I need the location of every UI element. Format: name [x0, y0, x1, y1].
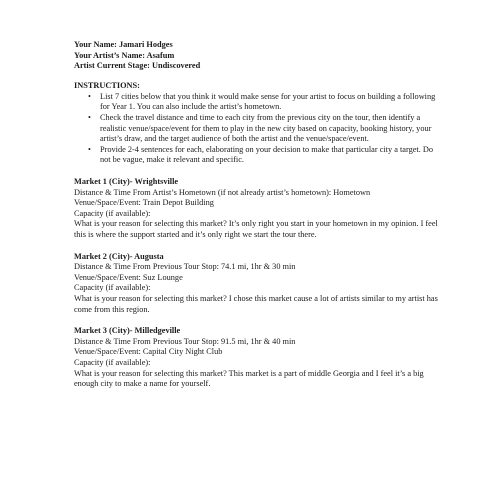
market-reason: What is your reason for selecting this market? I chose this market cause a lot of artists similar to my artist has come from this region. — [74, 293, 438, 314]
market-venue: Venue/Space/Event: Suz Lounge — [74, 272, 183, 282]
market-capacity: Capacity (if available): — [74, 208, 151, 218]
header-block — [74, 40, 443, 72]
instruction-item: • Check the travel distance and time to each city from the previous city on the tour, then identify a realistic venue/space/event for them to play in the new city based on capacity, booking history, your artist’s draw, and the target audience of both the artist and the venue/space/event. — [100, 113, 443, 145]
market-1 — [74, 177, 443, 241]
artist-name: Your Artist’s Name: Asafum — [74, 50, 175, 60]
market-venue: Venue/Space/Event: Capital City Night Club — [74, 347, 223, 357]
your-name: Your Name: Jamari Hodges — [74, 40, 173, 49]
market-distance: Distance & Time From Previous Tour Stop: 91.5 mi, 1hr & 40 min — [74, 336, 296, 346]
instructions-list — [74, 92, 443, 166]
instruction-item: • List 7 cities below that you think it would make sense for your artist to focus on building a following for Year 1. You can also include the artist’s hometown. — [100, 92, 443, 113]
market-title: Market 1 (City)- Wrightsville — [74, 177, 179, 187]
market-3 — [74, 326, 443, 390]
market-distance: Distance & Time From Artist’s Hometown (if not already artist’s hometown): Hometown — [74, 187, 371, 197]
market-capacity: Capacity (if available): — [74, 357, 151, 367]
market-reason: What is your reason for selecting this market? This market is a part of middle Georgia and I feel it’s a big enough city to make a name for yourself. — [74, 368, 424, 389]
market-title: Market 2 (City)- Augusta — [74, 251, 164, 261]
market-reason: What is your reason for selecting this market? It’s only right you start in your hometown in my opinion. I feel this is where the support started and it’s only right we start the tour there. — [74, 219, 438, 239]
market-title: Market 3 (City)- Milledgeville — [74, 326, 181, 336]
market-capacity: Capacity (if available): — [74, 283, 151, 293]
instruction-item: • Provide 2-4 sentences for each, elaborating on your decision to make that particular city a target. Do not be vague, make it relevant and specific. — [100, 145, 443, 166]
instructions-heading: INSTRUCTIONS: — [74, 81, 140, 91]
market-venue: Venue/Space/Event: Train Depot Building — [74, 198, 214, 208]
market-2 — [74, 252, 443, 316]
artist-stage: Artist Current Stage: Undiscovered — [74, 61, 201, 71]
market-distance: Distance & Time From Previous Tour Stop: 74.1 mi, 1hr & 30 min — [74, 262, 296, 272]
